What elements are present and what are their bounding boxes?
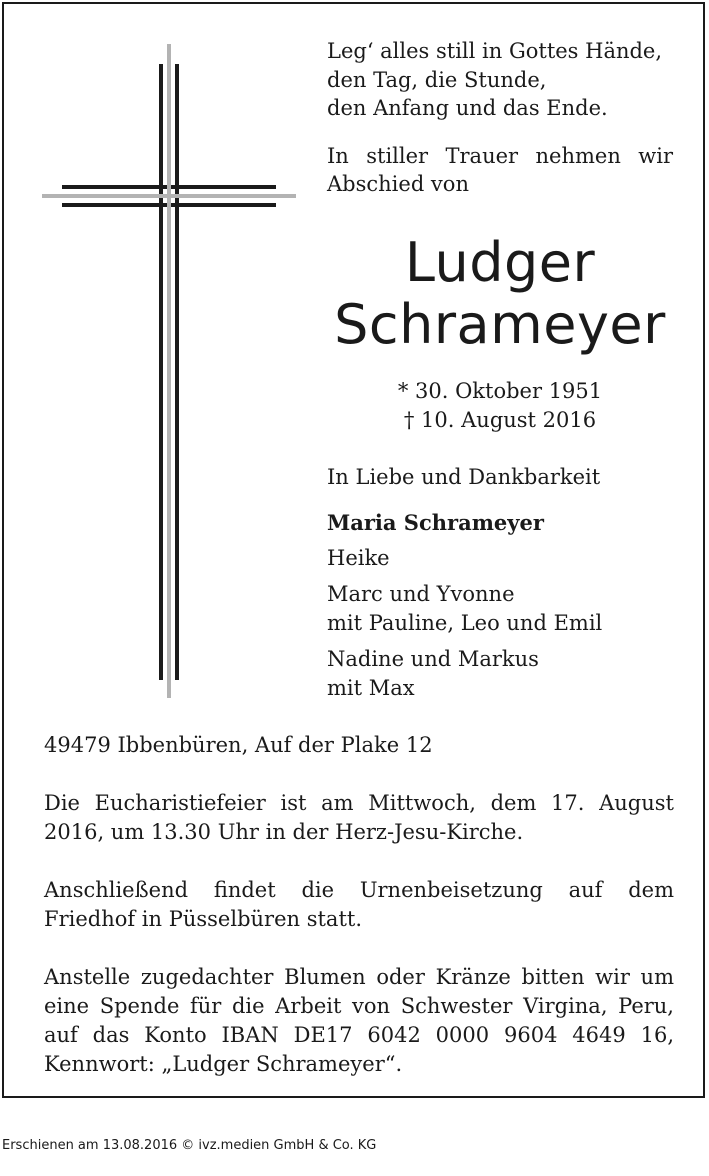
family-block xyxy=(327,463,673,710)
donation-text: Anstelle zugedachter Blumen oder Kränze bitten wir um eine Spende für die Arbeit von Schwester Virgina, Peru, auf das Konto IBAN DE17 6042 0000 9604 4649 16, Kennwort: „Ludger Schrameyer“. xyxy=(44,965,674,1076)
verse-line-2: den Tag, die Stunde, xyxy=(327,67,547,92)
burial-text: Anschließend findet die Urnenbeisetzung auf dem Friedhof in Püsselbüren statt. xyxy=(44,878,674,931)
publication-footer: Erschienen am 13.08.2016 © ivz.medien GmbH & Co. KG xyxy=(2,1138,377,1153)
family-member-marc-line1: Marc und Yvonne xyxy=(327,582,515,606)
address-text: 49479 Ibbenbüren, Auf der Plake 12 xyxy=(44,733,433,757)
service-text: Die Eucharistiefeier ist am Mittwoch, dem 17. August 2016, um 13.30 Uhr in der Herz-Jesu-Kirche. xyxy=(44,791,674,844)
family-member-marc xyxy=(327,580,673,638)
verse-line-1: Leg‘ alles still in Gottes Hände, xyxy=(327,39,663,63)
death-date: † 10. August 2016 xyxy=(403,408,597,432)
family-member-nadine xyxy=(327,645,673,703)
family-intro: In Liebe und Dankbarkeit xyxy=(327,465,601,489)
verse-block xyxy=(327,37,673,218)
life-dates xyxy=(327,377,673,435)
family-member-nadine-line2: mit Max xyxy=(327,676,415,700)
notice-frame xyxy=(2,2,705,1098)
family-member-maria: Maria Schrameyer xyxy=(327,510,544,535)
cross-icon xyxy=(42,44,296,698)
birth-date: * 30. Oktober 1951 xyxy=(397,379,603,403)
family-member-marc-line2: mit Pauline, Leo und Emil xyxy=(327,611,603,635)
family-member-heike: Heike xyxy=(327,546,390,570)
deceased-first-name: Ludger xyxy=(404,231,596,294)
mourning-text: In stiller Trauer nehmen wir Abschied von xyxy=(327,143,673,196)
deceased-last-name: Schrameyer xyxy=(334,293,666,356)
details-block xyxy=(44,731,674,1108)
verse-line-3: den Anfang und das Ende. xyxy=(327,96,608,120)
deceased-name xyxy=(327,232,673,356)
family-member-nadine-line1: Nadine und Markus xyxy=(327,647,539,671)
